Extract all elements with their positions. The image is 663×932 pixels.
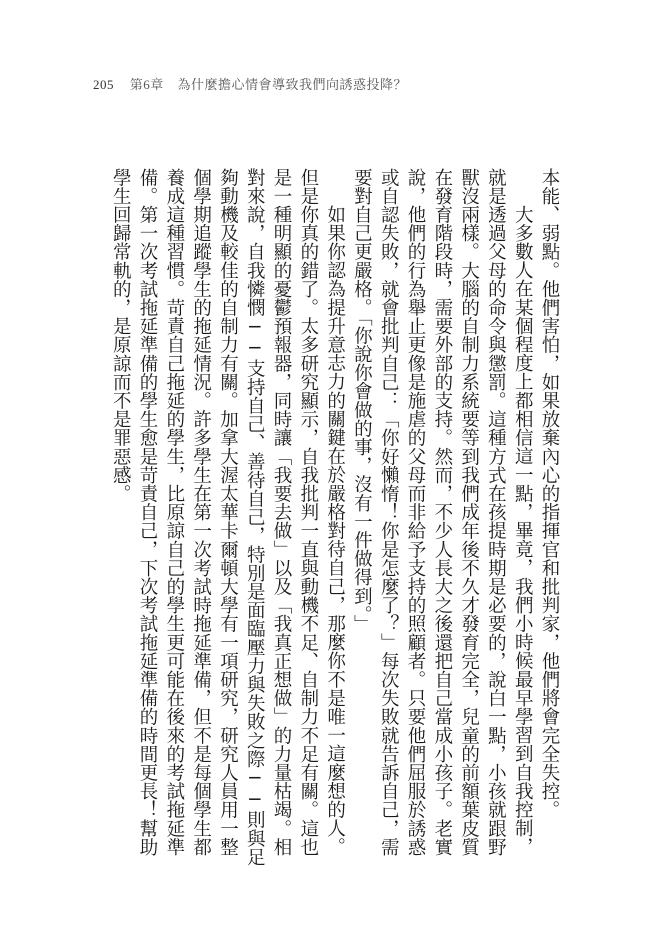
chapter-title: 為什麼擔心情會導致我們向誘惑投降？ [177, 77, 408, 92]
vertical-text-body [92, 168, 562, 868]
paragraph-1: 本能、弱點。他們害怕，如果放棄內心的指揮官和批判家，他們將會完全失控。 [539, 168, 560, 819]
page-number: 205 [93, 77, 114, 92]
paragraph-3: 如果你認為提升意志力的關鍵在於嚴格對待自己，那麼你不是唯一這麼想的人。但是你真的錯了。太多研究顯示，自我批判一直與動機不足、自制力不足有關。這也是一種明顯的憂鬱預報器，同時讓「我要去做」以及「我真正想做」的力量枯竭。相對來說，自我憐憫──支持自己、善待自己，特別是面臨壓力與失敗之際──則與足夠動機及較佳的自制力有關。加拿大渥太華卡爾頓大學有一項研究，研究人員用一整個學期追蹤學生的拖延情況。許多學生在第一次考試時拖延準備，但不是每個學生都養成這種習慣。苛責自己拖延的學生，比原諒自己的學生更可能在後來的考試拖延準備。第一次考試拖延準備的學生愈是苛責自己，下次考試拖延準備的時間更長！幫助學生回歸常軌的，是原諒而不是罪惡感。 [110, 168, 346, 867]
chapter-label: 第6章 [129, 77, 164, 92]
paragraph-2: 大多數人在某個程度上都相信這一點，畢竟，我們小時候最早學習到自我控制，就是透過父母的命令與懲罰。這種方式在孩提時期是必要的，說白一點，小孩就跟野獸沒兩樣。大腦的自制力系統要等到我們成年後不久才發育完全，兒童的前額葉皮質在發育階段時，需要外部的支持。然而，不少人長大之後還把自己當成小孩子。老實說，他們的行為舉止更像是施虐的父母而非給予支持的照顧者。只要他們屈服於誘惑或自認失敗，就會批判自己：「你好懶惰！你是怎麼了？」每次失敗就告訴自己，需要對自己更嚴格。「你說你會做的事，沒有一件做得到。」 [351, 168, 534, 857]
running-header [93, 74, 407, 93]
